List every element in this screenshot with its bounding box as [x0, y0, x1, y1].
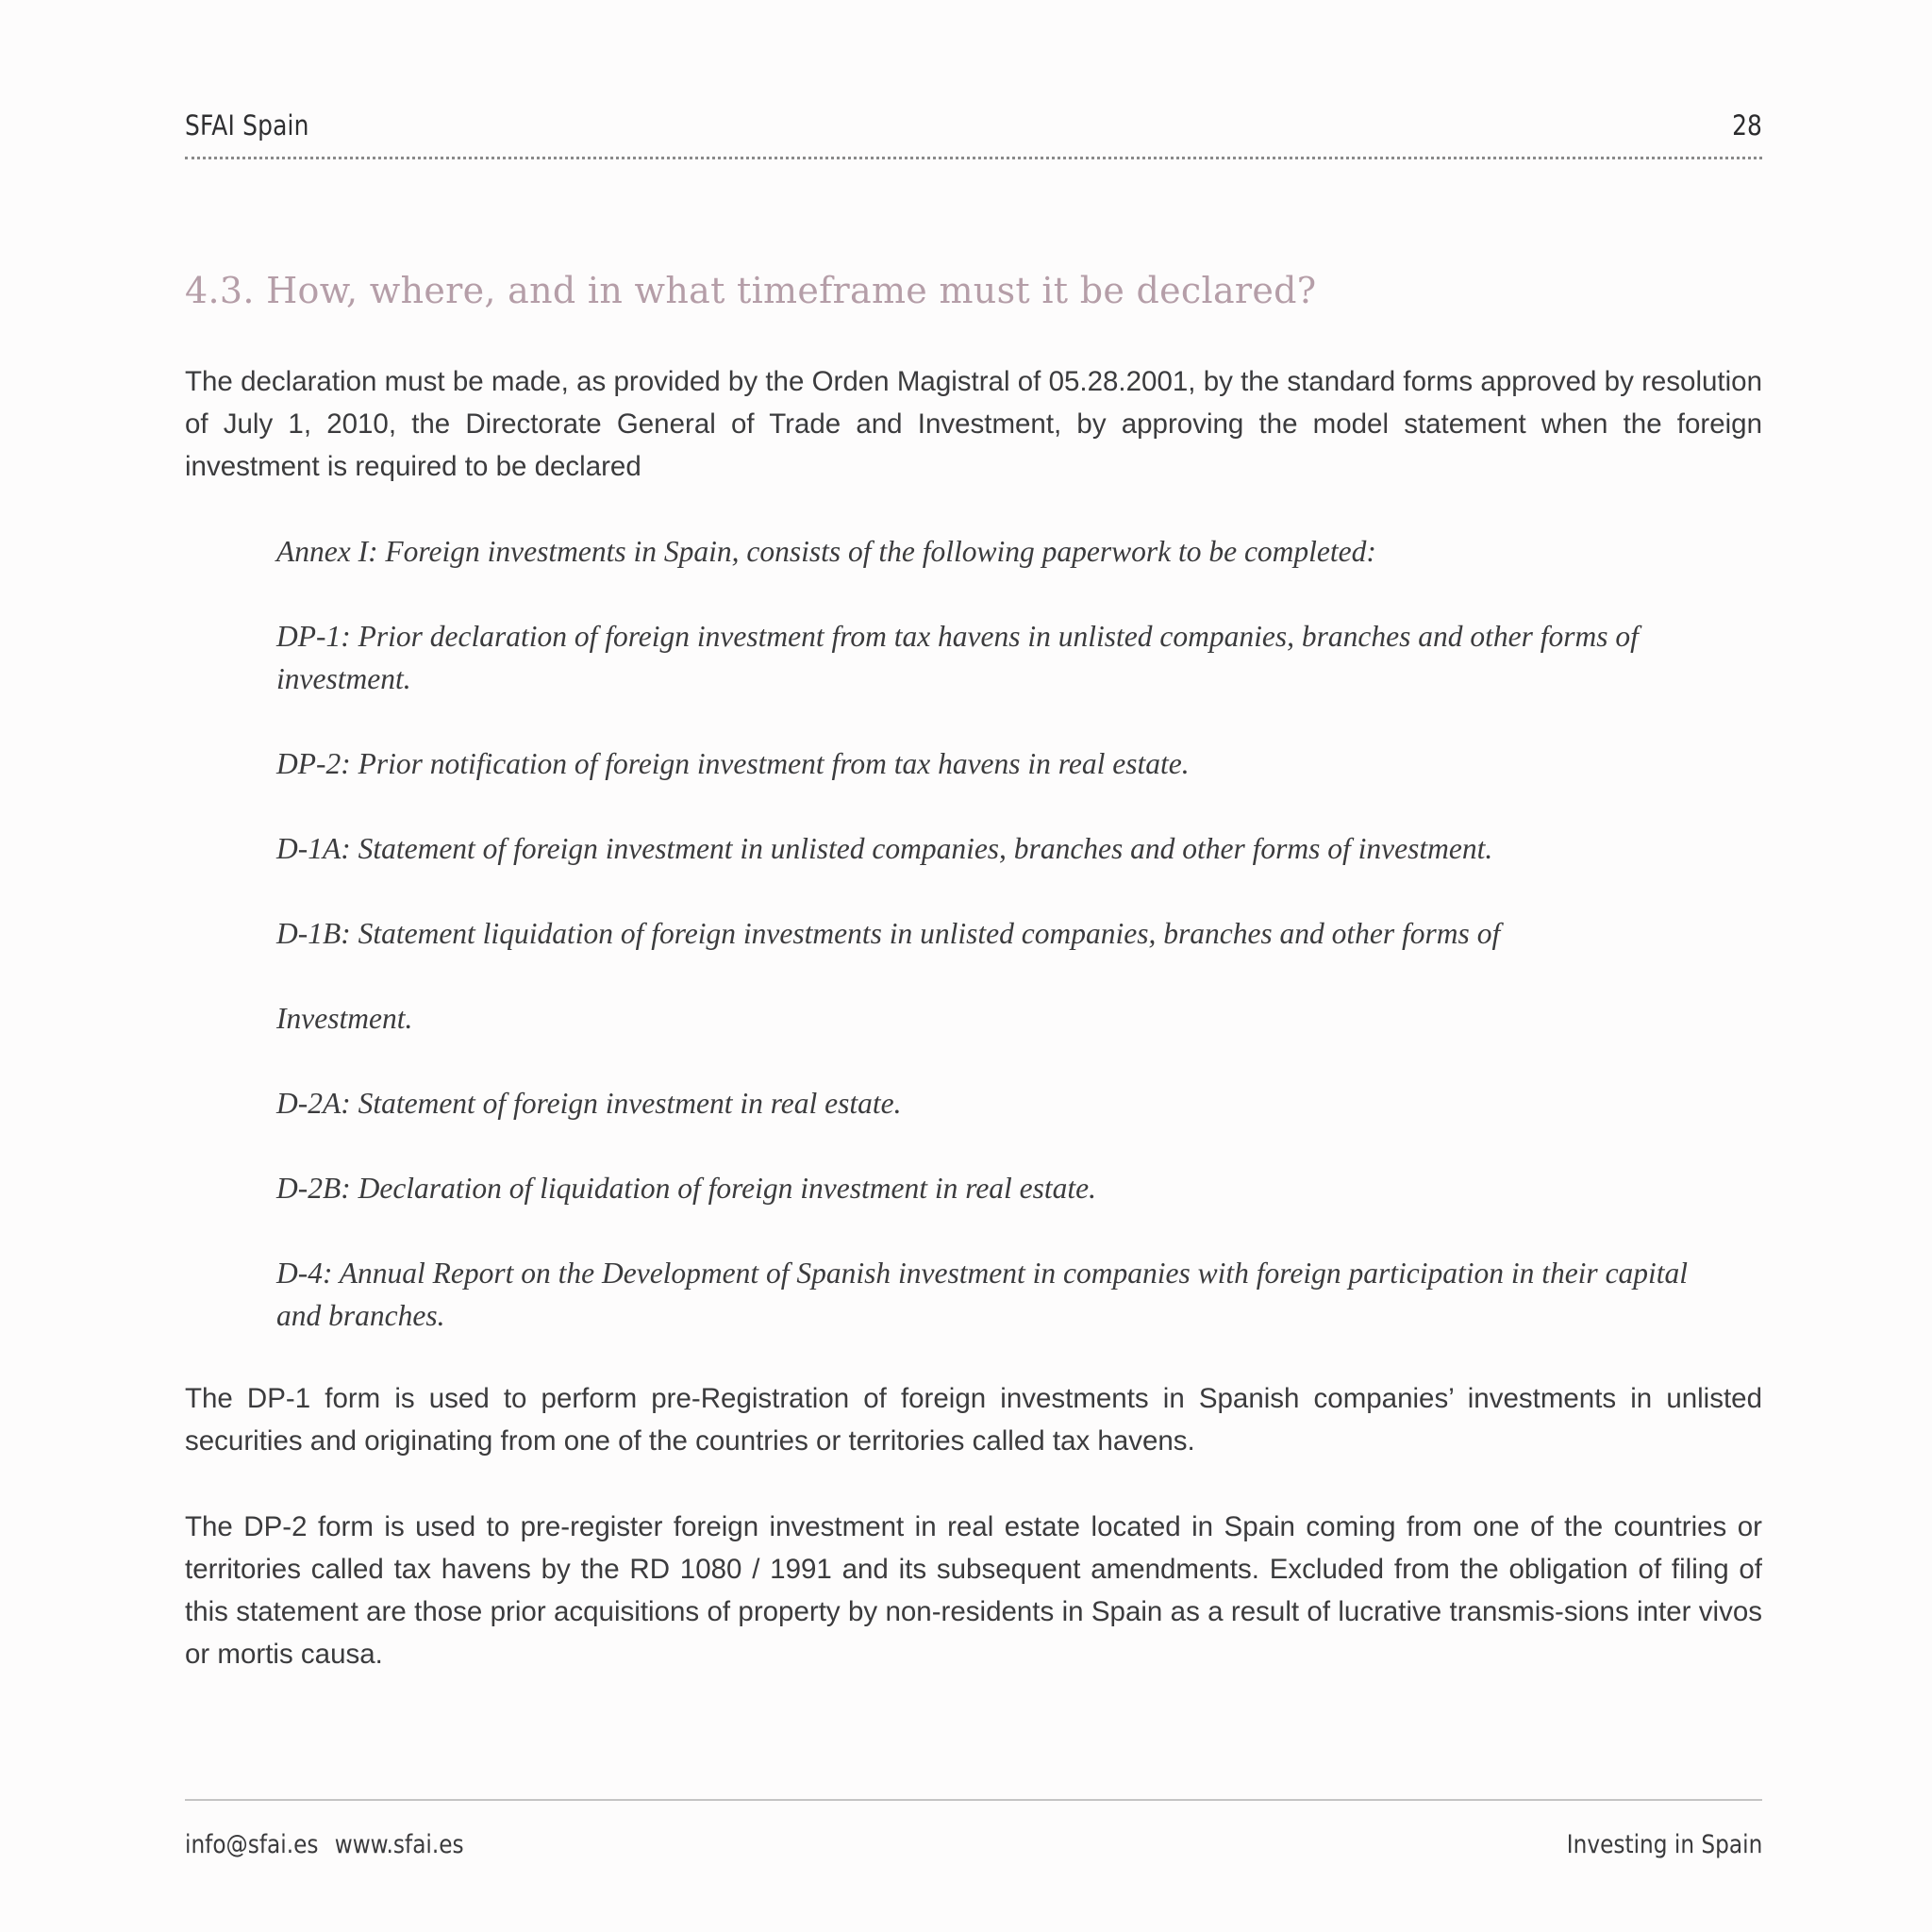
page-number: 28: [1732, 109, 1762, 142]
page-header: [185, 106, 1762, 162]
form-item-dp1: DP-1: Prior declaration of foreign investment from tax havens in unlisted companies, branches and other forms of investment.: [276, 620, 1639, 695]
dp1-paragraph: The DP-1 form is used to perform pre-Registration of foreign investments in Spanish companies’ investments in unlisted securities and originating from one of the countries or territories called tax havens.: [185, 1383, 1762, 1457]
form-item-d1b: D-1B: Statement liquidation of foreign investments in unlisted companies, branches and other forms of: [276, 917, 1501, 950]
header-divider: [185, 157, 1762, 159]
footer-contact: [185, 1830, 464, 1859]
form-item-d4: D-4: Annual Report on the Development of Spanish investment in companies with foreign participation in their capital and branches.: [276, 1257, 1689, 1332]
form-item-d2b: D-2B: Declaration of liquidation of foreign investment in real estate.: [276, 1172, 1097, 1205]
document-name: SFAI Spain: [185, 109, 309, 142]
form-item-d2a: D-2A: Statement of foreign investment in real estate.: [276, 1087, 902, 1120]
form-item-annex-i: Annex I: Foreign investments in Spain, consists of the following paperwork to be completed:: [276, 535, 1376, 568]
footer-divider: [185, 1799, 1762, 1801]
footer-email[interactable]: info@sfai.es: [185, 1830, 319, 1859]
intro-paragraph: The declaration must be made, as provided by the Orden Magistral of 05.28.2001, by the standard forms approved by resolution of July 1, 2010, the Directorate General of Trade and Investment, by approving the model statement when the foreign investment is required to be declared: [185, 366, 1762, 482]
form-item-d1a: D-1A: Statement of foreign investment in unlisted companies, branches and other forms of investment.: [276, 832, 1493, 865]
form-item-dp2: DP-2: Prior notification of foreign investment from tax havens in real estate.: [276, 747, 1190, 780]
footer-publication-title: Investing in Spain: [1566, 1830, 1762, 1859]
footer-website[interactable]: www.sfai.es: [334, 1830, 464, 1859]
form-item-d1b-continued: Investment.: [276, 1002, 413, 1035]
dp2-paragraph: The DP-2 form is used to pre-register foreign investment in real estate located in Spain coming from one of the countries or territories called tax havens by the RD 1080 / 1991 and its subsequent amendments. Excluded from the obligation of filing of this statement are those prior acquisitions of property by non-residents in Spain as a result of lucrative transmis-sions inter vivos or mortis causa.: [185, 1511, 1762, 1670]
section-title: 4.3. How, where, and in what timeframe must it be declared?: [185, 270, 1317, 311]
